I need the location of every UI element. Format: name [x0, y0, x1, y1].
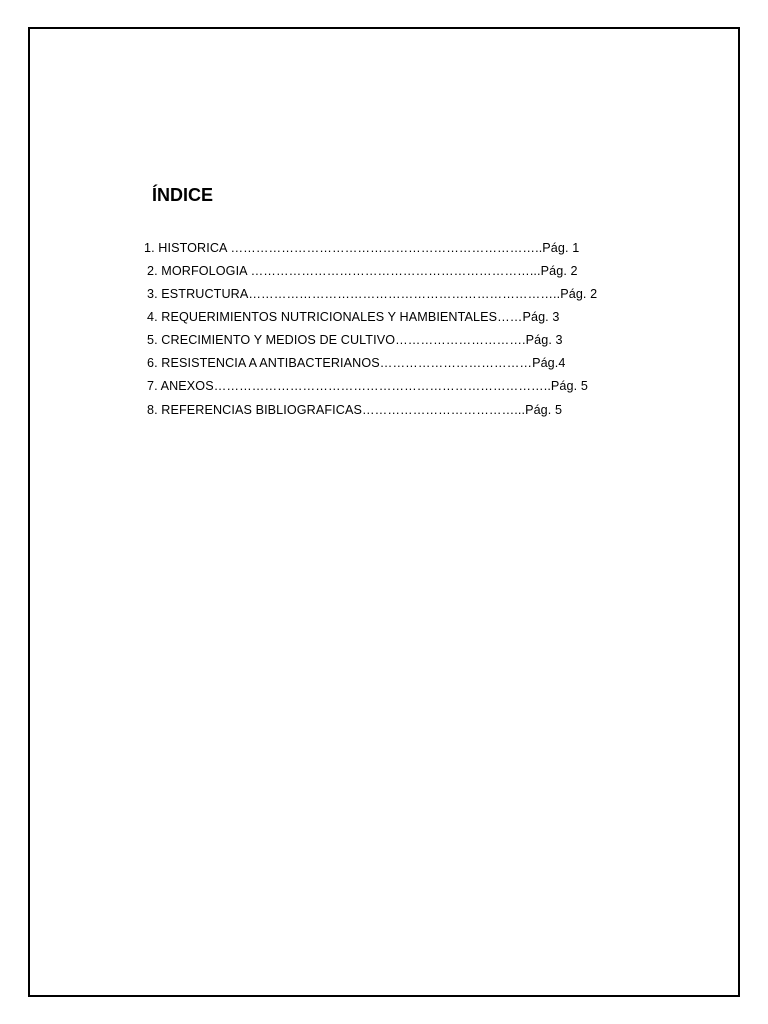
toc-entry-requerimientos: 4. REQUERIMIENTOS NUTRICIONALES Y HAMBIENTALES……Pág. 3	[147, 310, 560, 324]
toc-entry-estructura: 3. ESTRUCTURA………………………………………………………………..Pág. 2	[147, 287, 598, 301]
toc-entry-anexos: 7. ANEXOS……………………………………………………………………..Pág. 5	[147, 379, 588, 393]
page-title: ÍNDICE	[152, 185, 214, 205]
toc-entry-resistencia: 6. RESISTENCIA A ANTIBACTERIANOS………………………………Pág.4	[147, 356, 566, 370]
toc-entry-referencias: 8. REFERENCIAS BIBLIOGRAFICAS………………………………...Pág. 5	[147, 403, 563, 417]
toc-entry-historica: 1. HISTORICA ………………………………………………………………..Pág. 1	[144, 241, 580, 255]
toc-entry-morfologia: 2. MORFOLOGIA …………………………………………………………...Pág. 2	[147, 264, 578, 278]
toc-entry-crecimiento: 5. CRECIMIENTO Y MEDIOS DE CULTIVO………………………….Pág. 3	[147, 333, 563, 347]
page-border	[28, 27, 740, 997]
